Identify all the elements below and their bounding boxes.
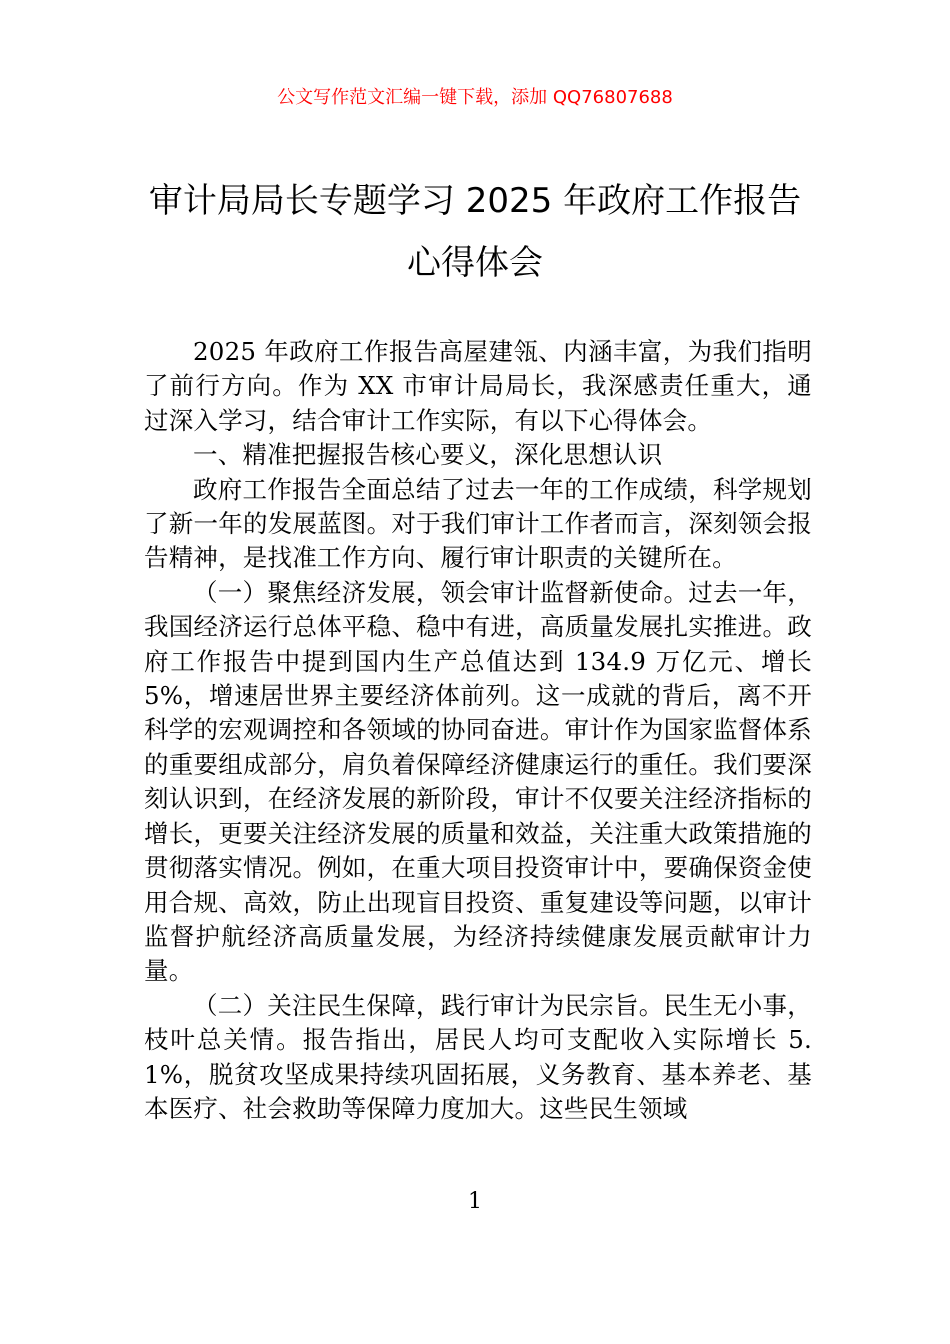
- header-download-note: 公文写作范文汇编一键下载，添加 QQ76807688: [277, 87, 673, 108]
- paragraph-subsection-2: （二）关注民生保障，践行审计为民宗旨。民生无小事，枝叶总关情。报告指出，居民人均可支配收入实际增长 5.1%，脱贫攻坚成果持续巩固拓展，义务教育、基本养老、基本医疗、社会救助等保障力度加大。这些民生领域: [144, 990, 812, 1123]
- section-heading-1: 一、精准把握报告核心要义，深化思想认识: [193, 440, 663, 470]
- title-line-1: 审计局局长专题学习 2025 年政府工作报告: [148, 181, 802, 221]
- title-line-2: 心得体会: [407, 243, 543, 283]
- paragraph-section-1: 政府工作报告全面总结了过去一年的工作成绩，科学规划了新一年的发展蓝图。对于我们审计工作者而言，深刻领会报告精神，是找准工作方向、履行审计职责的关键所在。: [144, 474, 812, 573]
- document-title: [120, 170, 830, 294]
- document-body: [144, 335, 812, 1126]
- page-number: 1: [468, 1189, 482, 1214]
- paragraph-subsection-1: （一）聚焦经济发展，领会审计监督新使命。过去一年，我国经济运行总体平稳、稳中有进，高质量发展扎实推进。政府工作报告中提到国内生产总值达到 134.9 万亿元、增长 5%，增速居世界主要经济体前列。这一成就的背后，离不开科学的宏观调控和各领域的协同奋进。审计作为国家监督体系的重要组成部分，肩负着保障经济健康运行的重任。我们要深刻认识到，在经济发展的新阶段，审计不仅要关注经济指标的增长，更要关注经济发展的质量和效益，关注重大政策措施的贯彻落实情况。例如，在重大项目投资审计中，要确保资金使用合规、高效，防止出现盲目投资、重复建设等问题，以审计监督护航经济高质量发展，为经济持续健康发展贡献审计力量。: [144, 577, 812, 986]
- paragraph-intro: 2025 年政府工作报告高屋建瓴、内涵丰富，为我们指明了前行方向。作为 XX 市审计局局长，我深感责任重大，通过深入学习，结合审计工作实际，有以下心得体会。: [144, 337, 812, 435]
